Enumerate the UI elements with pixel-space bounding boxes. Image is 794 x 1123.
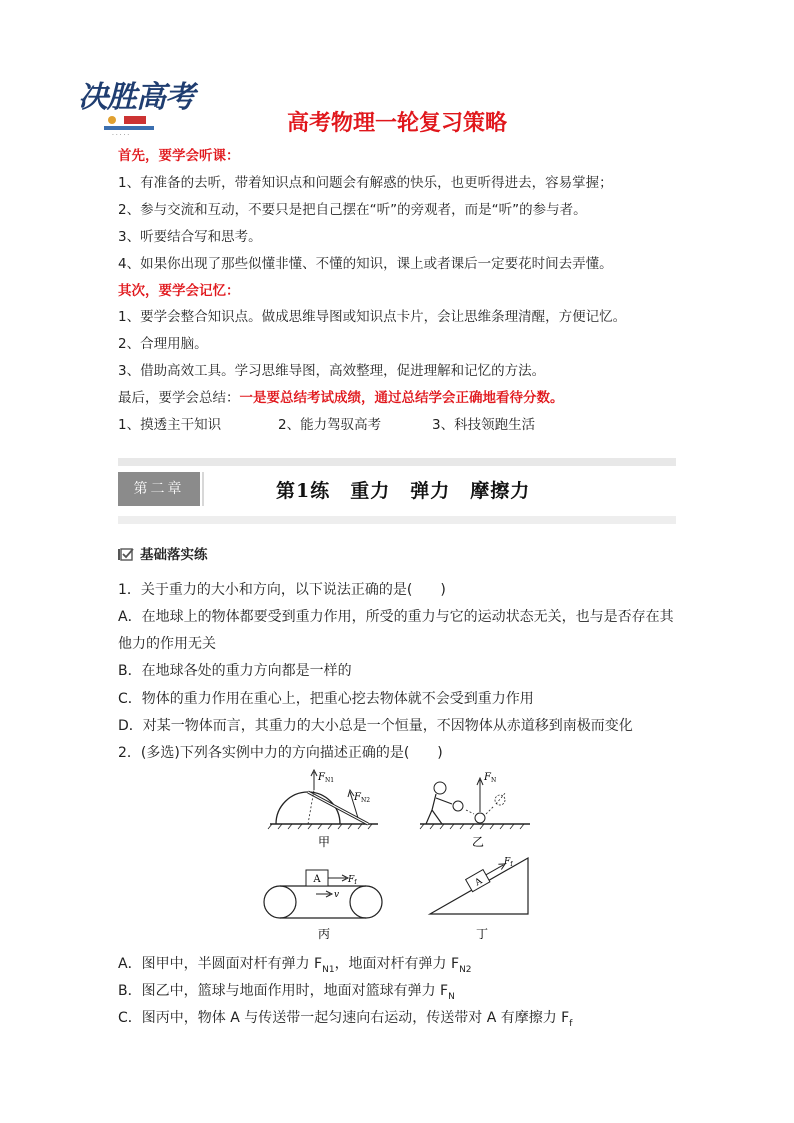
- label-fn: $F_N$: [484, 772, 497, 784]
- label-fn2: $F_{N2}$: [354, 792, 371, 804]
- label-ding: 丁: [475, 927, 489, 941]
- checkbox-icon: [118, 548, 134, 561]
- list-item: 3、借助高效工具。学习思维导图，高效整理，促进理解和记忆的方法。: [118, 363, 546, 379]
- option-1b: B．在地球各处的重力方向都是一样的: [118, 663, 352, 679]
- label-ff-incline: $F_f$: [504, 857, 513, 868]
- label-ff: $F_f$: [348, 875, 357, 886]
- chapter-label: 第二章: [118, 472, 200, 506]
- option-2b: B．图乙中，篮球与地面作用时，地面对篮球有弹力 $F_N$: [118, 983, 455, 1002]
- heading-memory: 其次，要学会记忆：: [118, 283, 240, 299]
- list-item: 2、合理用脑。: [118, 336, 208, 352]
- bullet-item: 1、摸透主干知识: [118, 417, 222, 433]
- option-1d: D．对某一物体而言，其重力的大小总是一个恒量，不因物体从赤道移到南极而变化: [118, 718, 633, 734]
- page-title: 高考物理一轮复习策略: [286, 111, 507, 136]
- label-bing: 丙: [317, 927, 331, 941]
- bullet-item: 2、能力驾驭高考: [278, 417, 382, 433]
- heading-listen: 首先，要学会听课：: [118, 148, 240, 164]
- chapter-title: 第1练 重力 弹力 摩擦力: [276, 480, 531, 502]
- section-title: 基础落实练: [140, 547, 208, 563]
- label-jia: 甲: [317, 835, 331, 849]
- summary-prefix: 最后，要学会总结：: [118, 390, 240, 406]
- option-2a: A．图甲中，半圆面对杆有弹力 $F_{N1}$，地面对杆有弹力 $F_{N2}$: [118, 956, 472, 975]
- list-item: 4、如果你出现了那些似懂非懂、不懂的知识，课上或者课后一定要花时间去弄懂。: [118, 256, 613, 272]
- question-2: 2．(多选)下列各实例中力的方向描述正确的是( ): [118, 745, 443, 761]
- block-a-label-incline: A: [473, 876, 485, 889]
- list-item: 1、有准备的去听，带着知识点和问题会有解惑的快乐，也更听得进去，容易掌握；: [118, 175, 613, 191]
- figure-bing: [264, 870, 382, 941]
- option-2c: C．图丙中，物体 A 与传送带一起匀速向右运动，传送带对 A 有摩擦力 $F_f$: [118, 1010, 573, 1029]
- option-1a: A．在地球上的物体都要受到重力作用，所受的重力与它的运动状态无关，也与是否存在其: [118, 609, 674, 625]
- list-item: 1、要学会整合知识点。做成思维导图或知识点卡片，会让思维条理清醒，方便记忆。: [118, 309, 627, 325]
- figure-yi: [420, 772, 530, 849]
- option-1a-cont: 他力的作用无关: [118, 636, 216, 652]
- physics-figures: [260, 766, 540, 946]
- figure-ding: [430, 857, 528, 941]
- label-v: v: [334, 890, 340, 900]
- list-item: 3、听要结合写和思考。: [118, 229, 262, 245]
- figure-jia: [268, 770, 378, 849]
- bullet-item: 3、科技领跑生活: [432, 417, 536, 433]
- question-1: 1．关于重力的大小和方向，以下说法正确的是( ): [118, 582, 446, 598]
- option-1c: C．物体的重力作用在重心上，把重心挖去物体就不会受到重力作用: [118, 691, 534, 707]
- list-item: 2、参与交流和互动，不要只是把自己摆在“听”的旁观者，而是“听”的参与者。: [118, 202, 587, 218]
- label-yi: 乙: [471, 835, 485, 849]
- section-heading: [118, 543, 208, 563]
- summary-highlight: 一是要总结考试成绩，通过总结学会正确地看待分数。: [239, 390, 564, 406]
- chapter-banner: [118, 458, 676, 524]
- svg-text:· · · · ·: · · · · ·: [112, 132, 130, 138]
- block-a-label: A: [313, 874, 321, 885]
- summary-line: [118, 386, 564, 406]
- label-fn1: $F_{N1}$: [318, 772, 335, 784]
- logo-text: 决胜高考: [78, 80, 194, 115]
